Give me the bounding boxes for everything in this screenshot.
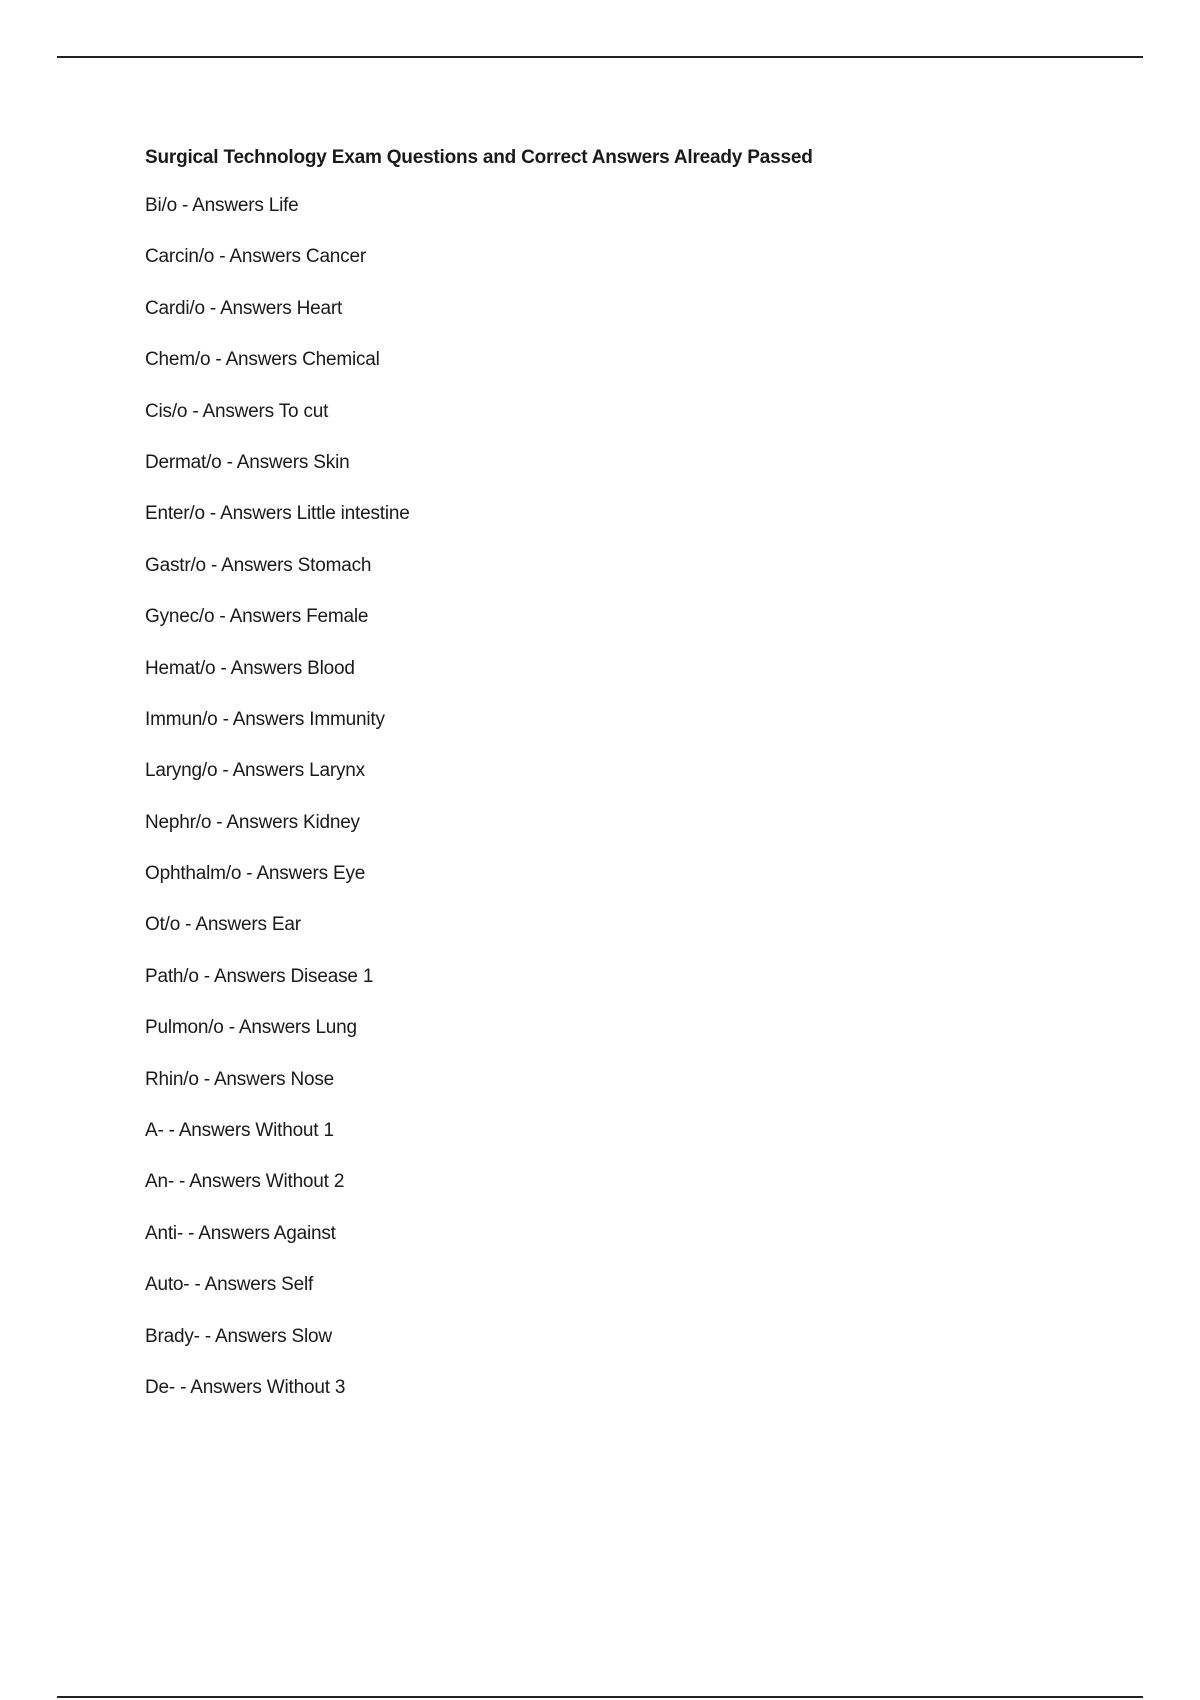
term-entry: Ot/o - Answers Ear xyxy=(145,914,301,936)
term-entry: Hemat/o - Answers Blood xyxy=(145,657,355,679)
term-entry: Nephr/o - Answers Kidney xyxy=(145,811,360,833)
term-entry: A- - Answers Without 1 xyxy=(145,1120,334,1142)
term-entry: Chem/o - Answers Chemical xyxy=(145,349,380,371)
term-entry: Rhin/o - Answers Nose xyxy=(145,1068,335,1090)
term-entry: Pulmon/o - Answers Lung xyxy=(145,1017,357,1039)
term-entry: Gynec/o - Answers Female xyxy=(145,606,369,628)
term-entry: Brady- - Answers Slow xyxy=(145,1325,332,1347)
term-entry: Bi/o - Answers Life xyxy=(145,195,299,216)
term-entry: Gastr/o - Answers Stomach xyxy=(145,554,372,576)
document-body xyxy=(145,146,1125,1427)
term-entry: Enter/o - Answers Little intestine xyxy=(145,503,410,525)
term-entry: Laryng/o - Answers Larynx xyxy=(145,760,365,782)
footer-divider xyxy=(57,1696,1143,1698)
term-entry: An- - Answers Without 2 xyxy=(145,1171,345,1193)
header-divider xyxy=(57,56,1143,58)
term-entry: Dermat/o - Answers Skin xyxy=(145,451,350,473)
term-entry: Ophthalm/o - Answers Eye xyxy=(145,863,366,885)
term-entry: Cardi/o - Answers Heart xyxy=(145,297,343,319)
term-entry: Anti- - Answers Against xyxy=(145,1222,336,1244)
term-list xyxy=(145,194,1125,1400)
term-entry: Carcin/o - Answers Cancer xyxy=(145,246,366,268)
term-entry: De- - Answers Without 3 xyxy=(145,1376,346,1398)
term-entry: Auto- - Answers Self xyxy=(145,1274,314,1296)
term-entry: Immun/o - Answers Immunity xyxy=(145,708,385,730)
term-entry: Cis/o - Answers To cut xyxy=(145,400,329,422)
document-title: Surgical Technology Exam Questions and Correct Answers Already Passed xyxy=(145,147,813,168)
term-entry: Path/o - Answers Disease 1 xyxy=(145,965,374,987)
